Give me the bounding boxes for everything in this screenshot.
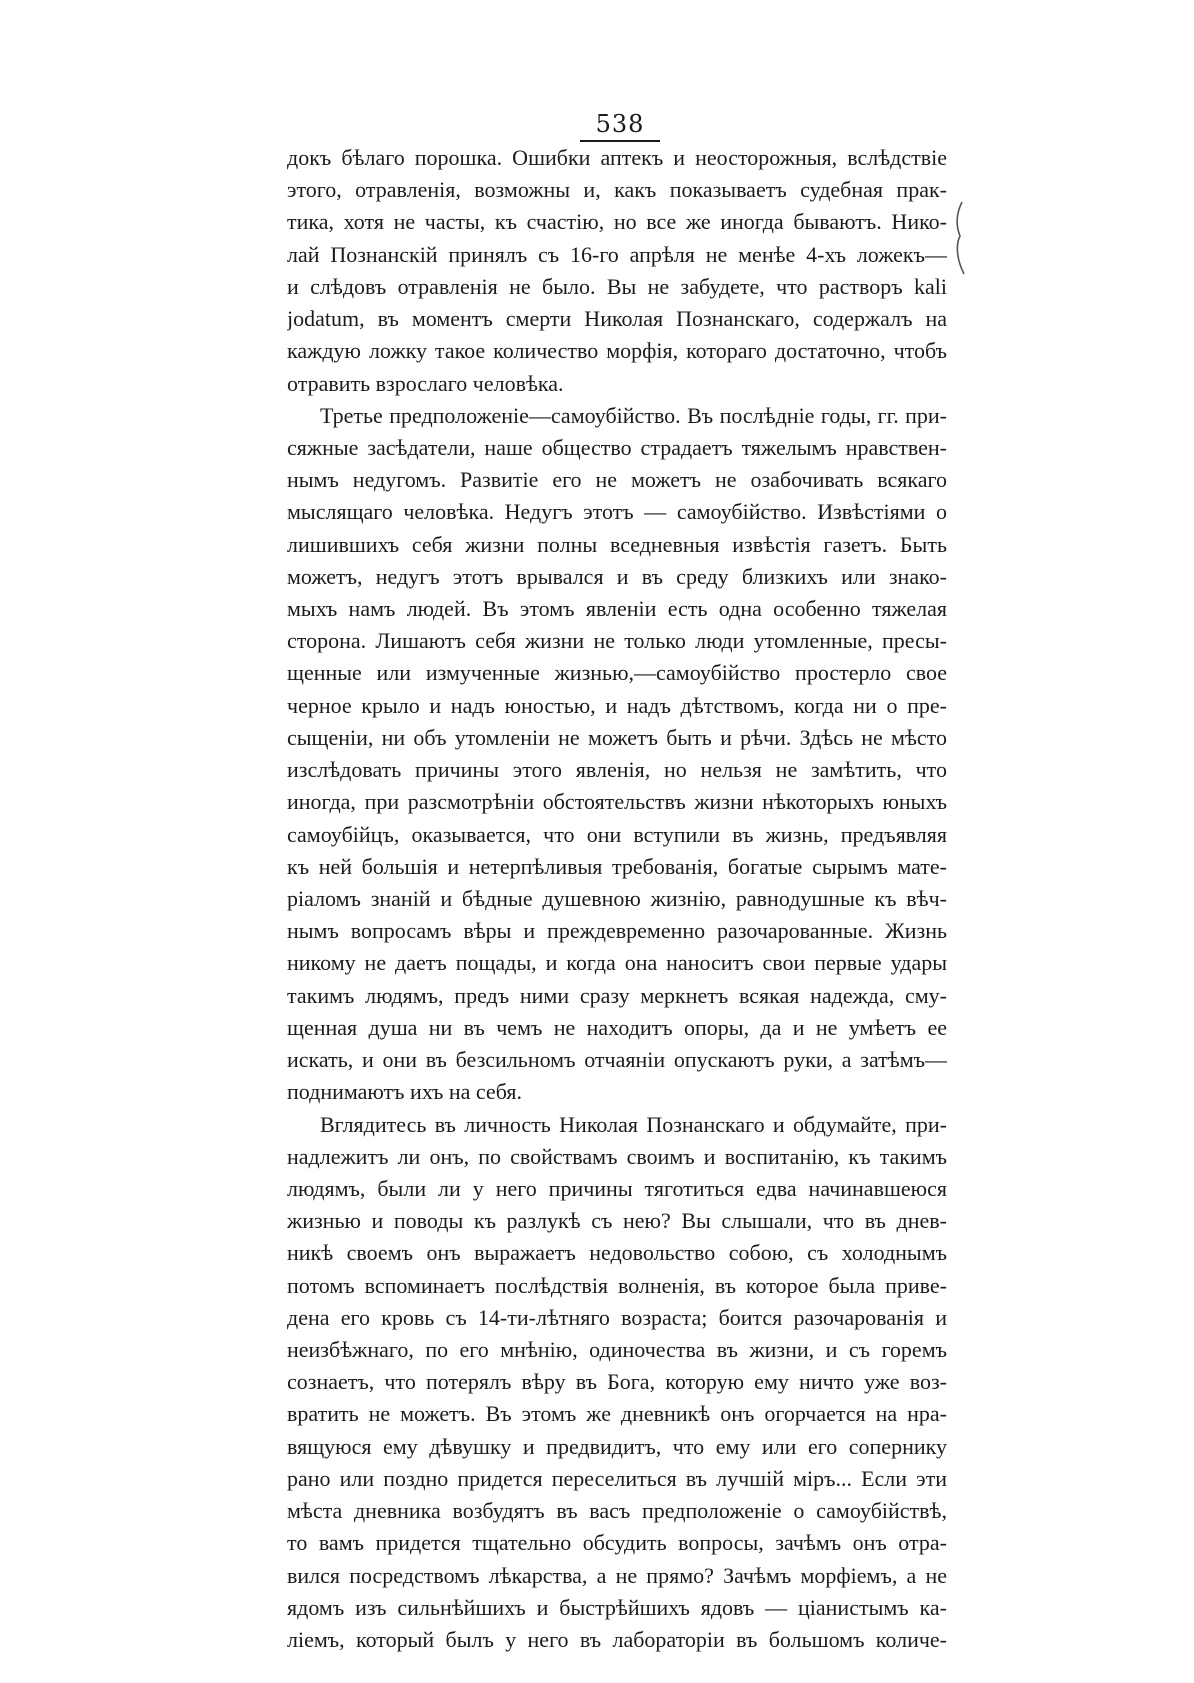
text-line: никому не даетъ пощады, и когда она наноситъ свои первые удары (287, 950, 947, 975)
text-line: можетъ, недугъ этотъ врывался и въ среду близкихъ или знако- (287, 564, 947, 589)
text-line: вился посредствомъ лѣкарства, а не прямо? Зачѣмъ морфіемъ, а не (287, 1563, 947, 1588)
text-line: неизбѣжнаго, по его мнѣнію, одиночества въ жизни, и съ горемъ (287, 1337, 947, 1362)
text-line: жизнью и поводы къ разлукѣ съ нею? Вы слышали, что въ днев- (287, 1208, 947, 1233)
text-line: нымъ вопросамъ вѣры и преждевременно разочарованные. Жизнь (287, 918, 947, 943)
margin-bracket-mark (952, 200, 966, 276)
text-line: нымъ недугомъ. Развитіе его не можетъ не озабочивать всякаго (287, 467, 947, 492)
text-line: къ ней большія и нетерпѣливыя требованія, богатые сырымъ мате- (287, 854, 947, 879)
text-line: черное крыло и надъ юностью, и надъ дѣтствомъ, когда ни о пре- (287, 693, 947, 718)
text-line: каждую ложку такое количество морфія, котораго достаточно, чтобъ (287, 338, 947, 363)
text-line: щенные или измученные жизнью,—самоубійство простерло свое (287, 660, 947, 685)
text-line: никѣ своемъ онъ выражаетъ недовольство собою, съ холоднымъ (287, 1240, 947, 1265)
text-line: искать, и они въ безсильномъ отчаяніи опускаютъ руки, а затѣмъ— (287, 1047, 947, 1072)
text-line: самоубійцъ, оказывается, что они вступили въ жизнь, предъявляя (287, 822, 947, 847)
text-line: лишившихъ себя жизни полны вседневныя извѣстія газетъ. Быть (287, 532, 947, 557)
text-line: мыхъ намъ людей. Въ этомъ явленіи есть одна особенно тяжелая (287, 596, 947, 621)
text-line: докъ бѣлаго порошка. Ошибки аптекъ и неосторожныя, вслѣдствіе (287, 145, 947, 170)
text-line: поднимаютъ ихъ на себя. (287, 1079, 522, 1104)
text-line: потомъ вспоминаетъ послѣдствія волненія, въ которое была приве- (287, 1273, 947, 1298)
text-line: ріаломъ знаній и бѣдные душевною жизнію, равнодушные къ вѣч- (287, 886, 947, 911)
text-line: мѣста дневника возбудятъ въ васъ предположеніе о самоубійствѣ, (287, 1498, 947, 1523)
text-line: мыслящаго человѣка. Недугъ этотъ — самоубійство. Извѣстіями о (287, 499, 947, 524)
text-line: такимъ людямъ, предъ ними сразу меркнетъ всякая надежда, сму- (287, 983, 947, 1008)
text-line: лай Познанскій принялъ съ 16-го апрѣля не менѣе 4-хъ ложекъ— (287, 242, 947, 267)
text-line: сознаетъ, что потерялъ вѣру въ Бога, которую ему ничто уже воз- (287, 1369, 947, 1394)
text-line: jodatum, въ моментъ смерти Николая Познанскаго, содержалъ на (287, 306, 947, 331)
text-line: отравить взрослаго человѣка. (287, 371, 564, 396)
text-line: сыщеніи, ни объ утомленіи не можетъ быть и рѣчи. Здѣсь не мѣсто (287, 725, 947, 750)
text-line: этого, отравленія, возможны и, какъ показываетъ судебная прак- (287, 177, 947, 202)
text-line: дена его кровь съ 14-ти-лѣтняго возраста; боится разочарованія и (287, 1305, 947, 1330)
text-line: и слѣдовъ отравленія не было. Вы не забудете, что растворъ kali (287, 274, 947, 299)
text-line: вящуюся ему дѣвушку и предвидитъ, что ему или его сопернику (287, 1434, 947, 1459)
text-line: ядомъ изъ сильнѣйшихъ и быстрѣйшихъ ядовъ — ціанистымъ ка- (287, 1595, 947, 1620)
text-line: Вглядитесь въ личность Николая Познанскаго и обдумайте, при- (320, 1112, 947, 1137)
text-line: людямъ, были ли у него причины тяготиться едва начинавшеюся (287, 1176, 947, 1201)
text-line: сторона. Лишаютъ себя жизни не только люди утомленные, пресы- (287, 628, 947, 653)
text-line: ліемъ, который былъ у него въ лабораторіи въ большомъ количе- (287, 1627, 947, 1652)
text-line: то вамъ придется тщательно обсудить вопросы, зачѣмъ онъ отра- (287, 1530, 947, 1555)
text-line: иногда, при разсмотрѣніи обстоятельствъ жизни нѣкоторыхъ юныхъ (287, 789, 947, 814)
text-line: Третье предположеніе—самоубійство. Въ послѣдніе годы, гг. при- (320, 403, 947, 428)
text-line: изслѣдовать причины этого явленія, но нельзя не замѣтить, что (287, 757, 947, 782)
page-number: 538 (595, 110, 645, 138)
text-line: рано или поздно придется переселиться въ лучшій міръ... Если эти (287, 1466, 947, 1491)
text-line: щенная душа ни въ чемъ не находитъ опоры, да и не умѣетъ ее (287, 1015, 947, 1040)
text-line: тика, хотя не часты, къ счастію, но все же иногда бываютъ. Нико- (287, 209, 947, 234)
text-line: сяжные засѣдатели, наше общество страдаетъ тяжелымъ нравствен- (287, 435, 947, 460)
text-line: надлежитъ ли онъ, по свойствамъ своимъ и воспитанію, къ такимъ (287, 1144, 947, 1169)
text-line: вратить не можетъ. Въ этомъ же дневникѣ онъ огорчается на нра- (287, 1401, 947, 1426)
